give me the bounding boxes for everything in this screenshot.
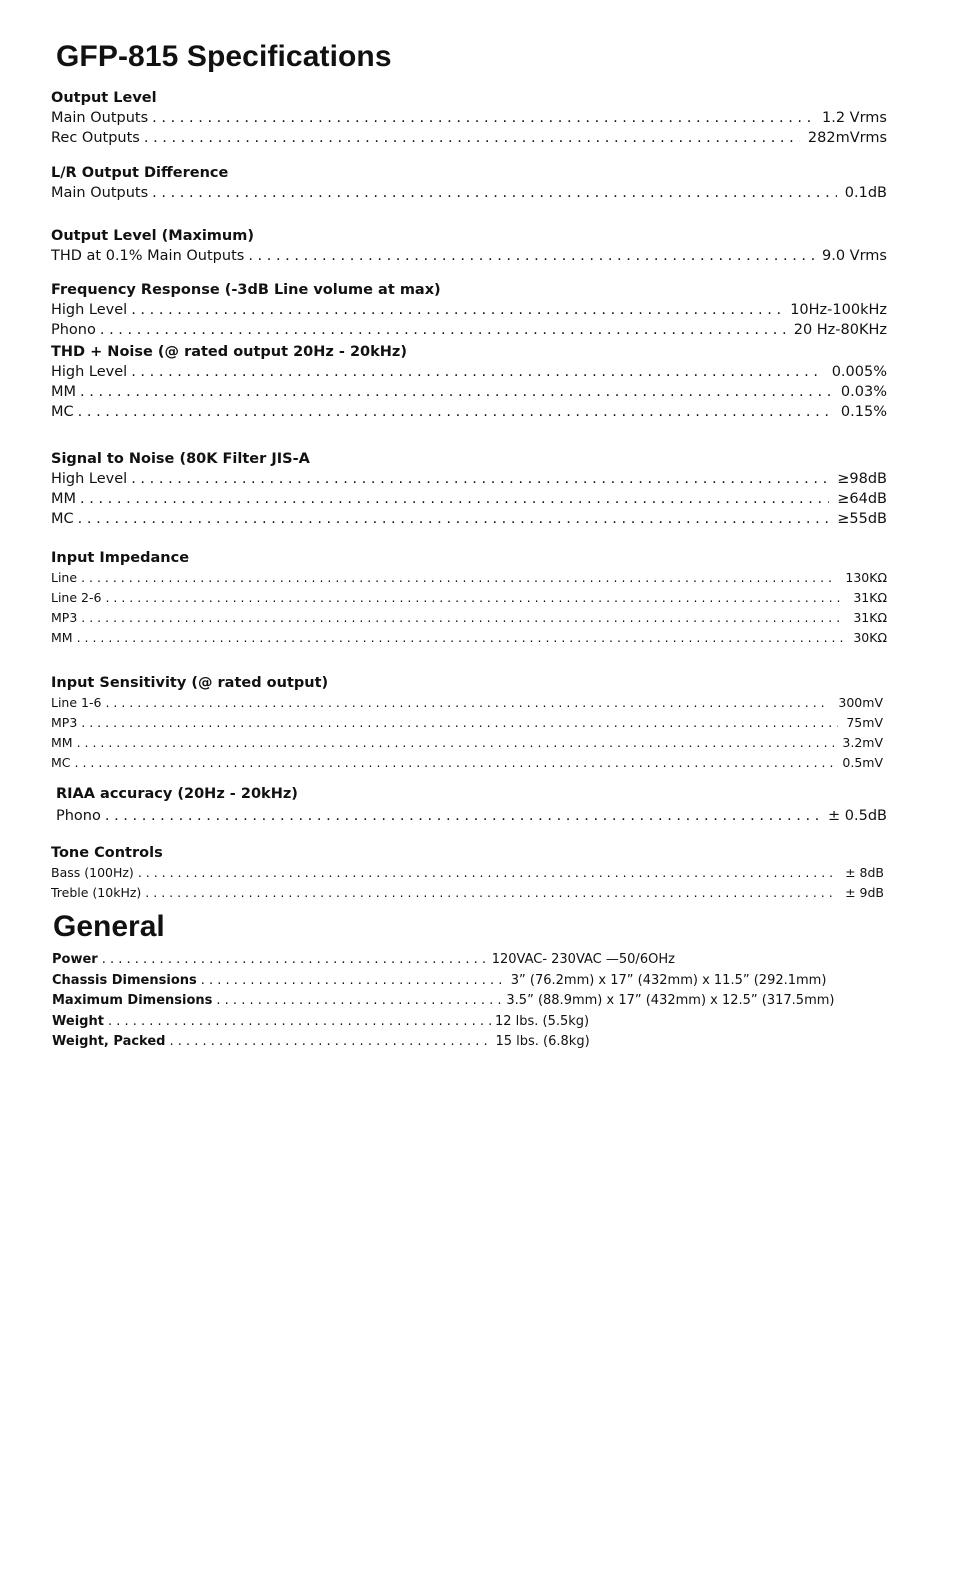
dot-leader — [105, 806, 820, 826]
spec-row — [51, 568, 887, 588]
spec-label: MM — [51, 630, 73, 645]
spec-value: 0.1dB — [844, 185, 887, 201]
spec-value: 0.005% — [831, 364, 887, 380]
spec-value: 282mVrms — [807, 130, 887, 146]
spec-row — [51, 608, 887, 628]
section-tone-controls — [51, 843, 884, 903]
dot-leader — [201, 971, 507, 992]
spec-label: THD at 0.1% Main Outputs — [51, 248, 245, 264]
dot-leader — [144, 128, 800, 148]
spec-row — [51, 693, 883, 713]
dot-leader — [105, 693, 830, 713]
general-label: Weight — [52, 1013, 104, 1029]
spec-label: High Level — [51, 364, 128, 380]
dot-leader — [131, 362, 823, 382]
section-heading: Output Level — [51, 90, 157, 106]
spec-value: 0.03% — [840, 384, 887, 400]
section-input-impedance — [51, 548, 887, 648]
spec-label: High Level — [51, 302, 128, 318]
spec-row — [51, 300, 887, 320]
spec-label: Treble (10kHz) — [51, 885, 142, 900]
spec-value: ± 0.5dB — [828, 808, 887, 824]
spec-value: 1.2 Vrms — [822, 110, 887, 126]
dot-leader — [78, 509, 830, 529]
dot-leader — [100, 320, 786, 340]
spec-label: MM — [51, 384, 77, 400]
general-label: Maximum Dimensions — [52, 993, 213, 1008]
general-row — [52, 991, 872, 1012]
section-output-level-maximum — [51, 226, 887, 266]
spec-label: MM — [51, 491, 77, 507]
general-label: Power — [52, 952, 98, 967]
dot-leader — [152, 183, 837, 203]
spec-label: Main Outputs — [51, 110, 149, 126]
spec-row — [51, 713, 883, 733]
section-heading: Input Sensitivity (@ rated output) — [51, 675, 329, 691]
dot-leader — [216, 991, 502, 1012]
spec-row — [51, 753, 883, 773]
spec-value: ≥55dB — [837, 511, 887, 527]
dot-leader — [108, 1012, 491, 1033]
general-value: 12 lbs. (5.5kg) — [494, 1013, 590, 1029]
section-thd-noise — [51, 342, 887, 422]
page-title: GFP-815 Specifications — [56, 40, 392, 73]
spec-row — [51, 402, 887, 422]
spec-label: Bass (100Hz) — [51, 865, 134, 880]
dot-leader — [131, 300, 782, 320]
spec-row — [51, 108, 887, 128]
dot-leader — [77, 628, 846, 648]
section-heading: Tone Controls — [51, 845, 163, 861]
dot-leader — [145, 883, 837, 903]
spec-value: ≥98dB — [837, 471, 887, 487]
section-heading: Output Level (Maximum) — [51, 228, 254, 244]
dot-leader — [131, 469, 829, 489]
dot-leader — [152, 108, 814, 128]
general-value: 120VAC- 230VAC —50/6OHz — [491, 952, 675, 967]
spec-row — [51, 588, 887, 608]
spec-row — [56, 806, 887, 826]
spec-row — [51, 489, 887, 509]
spec-row — [51, 733, 883, 753]
spec-row — [51, 509, 887, 529]
spec-label: MC — [51, 511, 74, 527]
dot-leader — [81, 713, 838, 733]
spec-label: Rec Outputs — [51, 130, 140, 146]
spec-row — [51, 320, 887, 340]
dot-leader — [81, 568, 837, 588]
spec-value: 31KΩ — [853, 590, 887, 605]
spec-value: 3.2mV — [842, 735, 883, 750]
spec-row — [51, 128, 887, 148]
dot-leader — [138, 863, 837, 883]
dot-leader — [81, 608, 845, 628]
dot-leader — [75, 753, 835, 773]
general-label: Chassis Dimensions — [52, 972, 197, 988]
general-specs — [52, 950, 872, 1053]
spec-value: 20 Hz-80KHz — [793, 322, 887, 338]
section-riaa-accuracy — [56, 784, 887, 826]
general-row — [52, 1032, 872, 1053]
spec-row — [51, 883, 884, 903]
general-row — [52, 971, 872, 992]
dot-leader — [105, 588, 845, 608]
section-heading: Signal to Noise (80K Filter JIS-A — [51, 451, 310, 467]
spec-label: Line 1-6 — [51, 695, 102, 710]
spec-value: ± 9dB — [845, 885, 884, 900]
general-label: Weight, Packed — [52, 1034, 166, 1049]
spec-row — [51, 246, 887, 266]
spec-label: MM — [51, 735, 73, 750]
spec-value: 300mV — [838, 695, 883, 710]
section-heading: L/R Output Difference — [51, 165, 229, 181]
spec-row — [51, 628, 887, 648]
spec-row — [51, 183, 887, 203]
section-output-level — [51, 88, 887, 148]
spec-label: Line 2-6 — [51, 590, 102, 605]
spec-value: ≥64dB — [837, 491, 887, 507]
general-row — [52, 1012, 872, 1033]
general-row — [52, 950, 872, 971]
spec-value: 130KΩ — [845, 570, 887, 585]
general-value: 3” (76.2mm) x 17” (432mm) x 11.5” (292.1mm) — [510, 972, 827, 988]
spec-row — [51, 382, 887, 402]
spec-value: 75mV — [846, 715, 883, 730]
spec-value: 0.15% — [840, 404, 887, 420]
dot-leader — [248, 246, 814, 266]
spec-label: High Level — [51, 471, 128, 487]
section-heading: Frequency Response (-3dB Line volume at max) — [51, 282, 441, 298]
spec-label: MC — [51, 404, 74, 420]
spec-label: Line — [51, 570, 78, 585]
spec-value: 30KΩ — [853, 630, 887, 645]
spec-value: 0.5mV — [842, 755, 883, 770]
spec-value: 10Hz-100kHz — [790, 302, 887, 318]
general-value: 15 lbs. (6.8kg) — [495, 1034, 590, 1049]
dot-leader — [78, 402, 833, 422]
dot-leader — [77, 733, 835, 753]
dot-leader — [80, 382, 833, 402]
section-heading: THD + Noise (@ rated output 20Hz - 20kHz) — [51, 344, 407, 360]
dot-leader — [102, 950, 488, 971]
spec-label: MP3 — [51, 715, 78, 730]
spec-label: Phono — [56, 808, 101, 824]
section-lr-output-difference — [51, 163, 887, 203]
spec-label: Phono — [51, 322, 96, 338]
spec-row — [51, 362, 887, 382]
spec-value: 31KΩ — [853, 610, 887, 625]
section-frequency-response — [51, 280, 887, 340]
spec-value: 9.0 Vrms — [822, 248, 887, 264]
general-value: 3.5” (88.9mm) x 17” (432mm) x 12.5” (317.5mm) — [506, 993, 835, 1008]
section-heading: RIAA accuracy (20Hz - 20kHz) — [56, 786, 298, 802]
spec-label: MP3 — [51, 610, 78, 625]
spec-label: Main Outputs — [51, 185, 149, 201]
general-heading: General — [53, 910, 165, 943]
section-signal-to-noise — [51, 449, 887, 529]
spec-value: ± 8dB — [845, 865, 884, 880]
spec-row — [51, 469, 887, 489]
spec-row — [51, 863, 884, 883]
dot-leader — [80, 489, 829, 509]
dot-leader — [169, 1032, 491, 1053]
spec-label: MC — [51, 755, 71, 770]
section-input-sensitivity — [51, 673, 883, 773]
section-heading: Input Impedance — [51, 550, 190, 566]
